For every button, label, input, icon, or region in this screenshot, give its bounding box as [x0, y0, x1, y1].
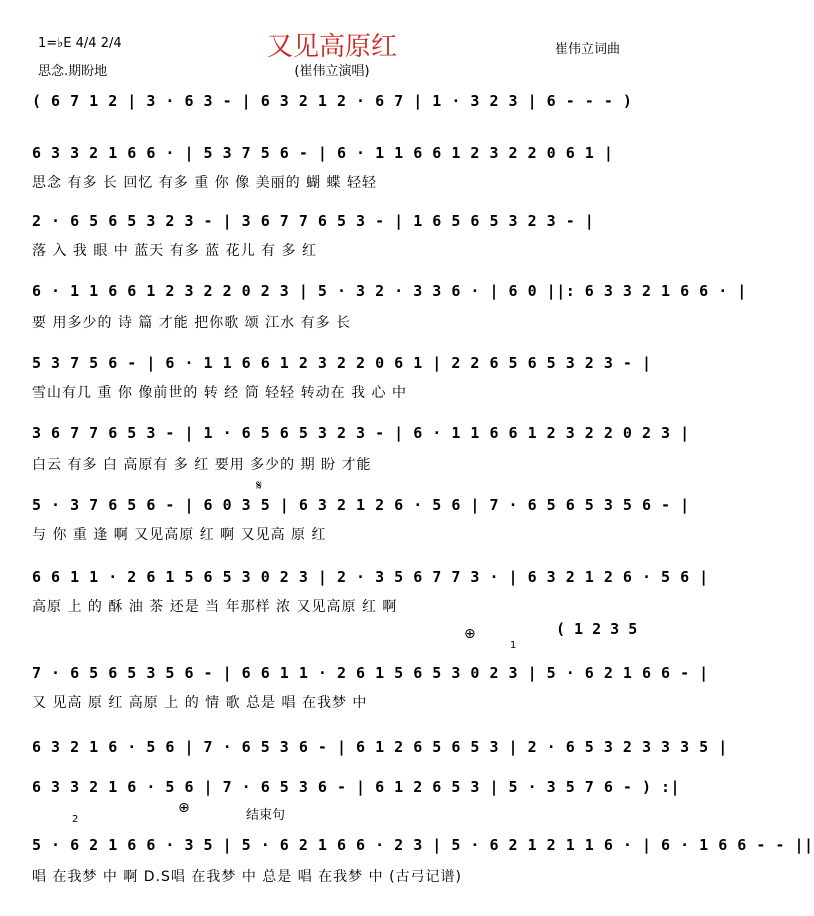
notation-system-3: 2 · 6 5 6 5 3 2 3 - | 3 6 7 7 6 5 3 - | 1 6 5 6 5 3 2 3 - |: [32, 212, 595, 230]
coda-icon-2: ⊕: [178, 800, 190, 816]
notation-system-11: 6 3 3 2 1 6 · 5 6 | 7 · 6 5 3 6 - | 6 1 2 6 5 3 | 5 · 3 5 7 6 - ) :|: [32, 778, 681, 796]
tempo-mood: 思念.期盼地: [38, 64, 108, 79]
segno-icon: 𝄋: [256, 478, 263, 494]
lyric-line-12: 唱 在我梦 中 啊 D.S唱 在我梦 中 总是 唱 在我梦 中 (古弓记谱): [32, 869, 462, 885]
composer-credit: 崔伟立词曲: [554, 42, 620, 57]
key-signature: 1=♭E 4/4 2/4: [38, 36, 122, 51]
notation-system-2: 6 3 3 2 1 6 6 · | 5 3 7 5 6 - | 6 · 1 1 6 6 1 2 3 2 2 0 6 1 |: [32, 144, 614, 162]
notation-system-12: 5 · 6 2 1 6 6 · 3 5 | 5 · 6 2 1 6 6 · 2 3 | 5 · 6 2 1 2 1 1 6 · | 6 · 1 6 6 - - ||: [32, 836, 814, 854]
lyric-line-9: 又 见高 原 红 高原 上 的 情 歌 总是 唱 在我梦 中: [32, 695, 368, 711]
lyric-line-5: 雪山有几 重 你 像前世的 转 经 筒 轻轻 转动在 我 心 中: [32, 385, 407, 401]
notation-system-10: 6 3 2 1 6 · 5 6 | 7 · 6 5 3 6 - | 6 1 2 6 5 6 5 3 | 2 · 6 5 3 2 3 3 3 5 |: [32, 738, 728, 756]
coda-icon: ⊕: [464, 626, 476, 642]
notation-system-4: 6 · 1 1 6 6 1 2 3 2 2 0 2 3 | 5 · 3 2 · 3 3 6 · | 6 0 ||: 6 3 3 2 1 6 6 · |: [32, 282, 747, 300]
song-title: 又见高原红: [266, 32, 397, 62]
lyric-line-4: 要 用多少的 诗 篇 才能 把你歌 颂 江水 有多 长: [32, 315, 352, 331]
singer-credit: (崔伟立演唱): [294, 64, 370, 79]
lyric-line-8: 高原 上 的 酥 油 茶 还是 当 年那样 浓 又见高原 红 啊: [32, 599, 398, 615]
lyric-line-6: 白云 有多 白 高原有 多 红 要用 多少的 期 盼 才能: [32, 457, 372, 473]
intro-bracket: ( 1 2 3 5: [556, 620, 638, 638]
notation-system-7: 5 · 3 7 6 5 6 - | 6 0 3 5 | 6 3 2 1 2 6 · 5 6 | 7 · 6 5 6 5 3 5 6 - |: [32, 496, 690, 514]
lyric-line-2: 思念 有多 长 回忆 有多 重 你 像 美丽的 蝴 蝶 轻轻: [32, 175, 377, 191]
lyric-line-3: 落 入 我 眼 中 蓝天 有多 蓝 花儿 有 多 红: [32, 243, 317, 259]
notation-system-5: 5 3 7 5 6 - | 6 · 1 1 6 6 1 2 3 2 2 0 6 1 | 2 2 6 5 6 5 3 2 3 - |: [32, 354, 652, 372]
notation-system-9: 7 · 6 5 6 5 3 5 6 - | 6 6 1 1 · 2 6 1 5 6 5 3 0 2 3 | 5 · 6 2 1 6 6 - |: [32, 664, 709, 682]
lyric-line-7: 与 你 重 逢 啊 又见高原 红 啊 又见高 原 红: [32, 527, 327, 543]
first-ending-number: 1: [510, 640, 517, 651]
notation-system-6: 3 6 7 7 6 5 3 - | 1 · 6 5 6 5 3 2 3 - | 6 · 1 1 6 6 1 2 3 2 2 0 2 3 |: [32, 424, 690, 442]
coda-label: 结束句: [246, 808, 286, 823]
notation-system-1: ( 6 7 1 2 | 3 · 6 3 - | 6 3 2 1 2 · 6 7 | 1 · 3 2 3 | 6 - - - ): [32, 92, 633, 110]
notation-system-8: 6 6 1 1 · 2 6 1 5 6 5 3 0 2 3 | 2 · 3 5 6 7 7 3 · | 6 3 2 1 2 6 · 5 6 |: [32, 568, 709, 586]
second-ending-number: 2: [72, 814, 79, 825]
